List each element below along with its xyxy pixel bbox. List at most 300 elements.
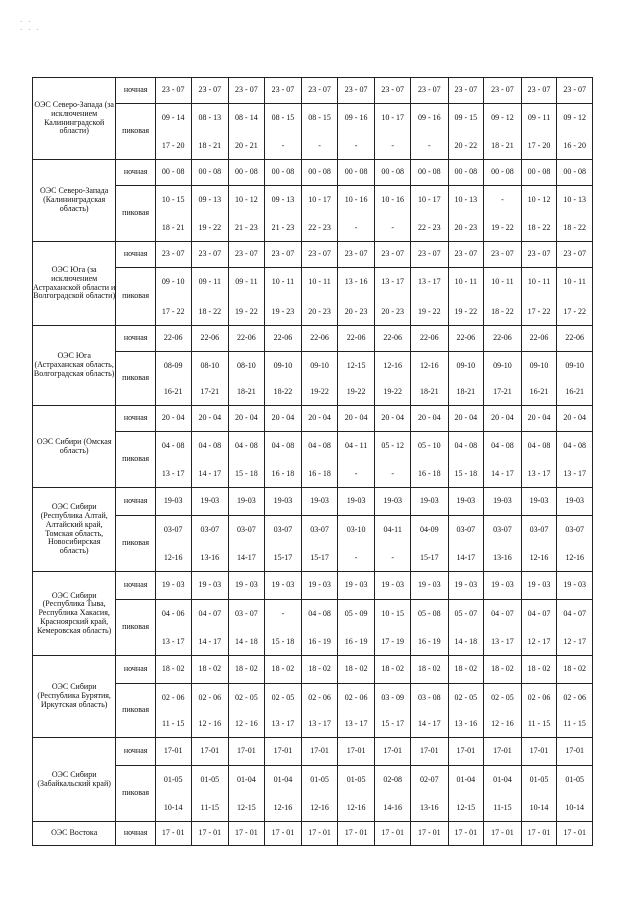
peak-hours-cell [448,516,484,572]
peak-hours-cell [484,268,522,326]
peak-hours-cell [155,766,191,822]
night-hours-cell: 00 - 08 [337,160,375,186]
peak-hours-cell [521,104,557,160]
peak-hours-cell [410,432,448,488]
peak-evening-hours: 13 - 17 [344,719,368,729]
peak-morning-hours: 02 - 06 [527,693,551,702]
night-hours-cell: 17-01 [557,738,593,766]
night-hours-cell: 19 - 03 [264,572,302,600]
peak-evening-hours: 18 - 21 [161,223,185,233]
peak-morning-hours: 02 - 05 [491,693,514,702]
peak-hours-cell [337,766,375,822]
night-hours-cell: 17-01 [229,738,265,766]
peak-hours-cell [337,684,375,738]
peak-morning-hours: 10 - 13 [454,195,478,204]
night-hours-cell: 20 - 04 [410,406,448,432]
peak-hours-cell [410,600,448,656]
peak-morning-hours: 10 - 11 [271,277,295,286]
night-hours-cell: 23 - 07 [155,78,191,104]
peak-morning-hours: 02 - 05 [235,693,258,702]
peak-hours-cell [229,600,265,656]
peak-morning-hours: 05 - 08 [417,609,441,618]
night-hours-cell: 20 - 04 [448,406,484,432]
peak-evening-hours: 17 - 22 [161,307,185,317]
peak-hours-cell [337,600,375,656]
peak-morning-hours: 01-04 [237,775,256,784]
night-hours-cell: 23 - 07 [337,242,375,268]
peak-morning-hours: 05 - 12 [381,441,405,450]
night-hours-cell: 18 - 02 [484,656,522,684]
night-hours-cell: 19 - 03 [229,572,265,600]
night-hours-cell: 17-01 [448,738,484,766]
peak-morning-hours: 05 - 09 [344,609,368,618]
night-zone-label: ночная [116,572,156,600]
peak-hours-cell [410,186,448,242]
night-hours-cell: 23 - 07 [302,78,338,104]
peak-hours-cell [521,684,557,738]
peak-evening-hours: 15 - 17 [381,719,405,729]
night-hours-cell: 23 - 07 [229,78,265,104]
peak-evening-hours: 17 - 19 [381,637,405,647]
night-zone-label: ночная [116,488,156,516]
night-hours-cell: 19 - 03 [337,572,375,600]
peak-evening-hours: 18 - 22 [198,307,222,317]
peak-morning-hours: 01-05 [529,775,549,784]
peak-hours-cell [375,268,411,326]
peak-morning-hours: 04-09 [419,525,439,534]
night-hours-cell: 00 - 08 [484,160,522,186]
peak-zone-label: пиковая [116,186,156,242]
night-hours-cell: 19 - 03 [375,572,411,600]
peak-evening-hours: 12-16 [273,803,293,813]
peak-morning-hours: 09 - 11 [527,113,551,122]
peak-morning-hours: 04-11 [383,525,402,534]
peak-hours-cell [155,684,191,738]
peak-hours-cell [191,684,229,738]
night-hours-cell: 23 - 07 [337,78,375,104]
peak-hours-cell [191,186,229,242]
peak-morning-hours: 03-07 [493,525,512,534]
peak-evening-hours: 12-16 [529,553,549,563]
night-hours-cell: 22-06 [375,326,411,352]
night-hours-cell: 22-06 [229,326,265,352]
peak-evening-hours: 16-21 [163,387,183,397]
peak-hours-cell [484,186,522,242]
peak-zone-label: пиковая [116,684,156,738]
peak-hours-cell [521,516,557,572]
night-hours-cell: 19 - 03 [302,572,338,600]
peak-morning-hours: 03-07 [456,525,476,534]
peak-evening-hours: 20 - 23 [454,223,478,233]
peak-morning-hours: 03-07 [200,525,220,534]
region-name: ОЭС Востока [33,822,116,846]
peak-morning-hours: 08 - 14 [235,113,258,122]
peak-evening-hours: 19 - 22 [417,307,441,317]
night-hours-cell: 18 - 02 [410,656,448,684]
peak-hours-cell [410,104,448,160]
peak-evening-hours: 13-16 [493,553,512,563]
peak-hours-cell [521,352,557,406]
peak-hours-cell [448,600,484,656]
peak-morning-hours: 04 - 08 [161,441,185,450]
peak-hours-cell [337,268,375,326]
peak-zone-label: пиковая [116,600,156,656]
peak-hours-cell [410,352,448,406]
region-name: ОЭС Северо-Запада (Калининградская область) [33,160,116,242]
region-name: ОЭС Сибири (Республика Тыва, Республика Хакасия, Красноярский край, Кемеровская область) [33,572,116,656]
peak-hours-cell [155,268,191,326]
peak-morning-hours: 10 - 11 [527,277,551,286]
peak-evening-hours: 17 - 20 [527,141,551,151]
peak-evening-hours: 15 - 18 [235,469,258,479]
peak-evening-hours: 18-22 [273,387,293,397]
night-hours-cell: 23 - 07 [155,242,191,268]
night-hours-cell: 23 - 07 [375,78,411,104]
peak-morning-hours: 08 - 13 [198,113,222,122]
night-zone-label: ночная [116,242,156,268]
peak-evening-hours: 21 - 23 [235,223,258,233]
peak-hours-cell [557,684,593,738]
peak-evening-hours: 16 - 20 [563,141,586,151]
peak-evening-hours: 18 - 22 [527,223,551,233]
peak-morning-hours: 02 - 05 [271,693,295,702]
night-hours-cell: 17 - 01 [229,822,265,846]
night-hours-cell: 19-03 [375,488,411,516]
night-hours-cell: 20 - 04 [264,406,302,432]
peak-hours-cell [375,684,411,738]
tariff-zone-schedule-table [32,77,593,846]
peak-morning-hours: 05 - 10 [417,441,441,450]
night-hours-cell: 22-06 [264,326,302,352]
peak-hours-cell [191,432,229,488]
peak-morning-hours: 01-05 [346,775,366,784]
peak-hours-cell [302,352,338,406]
peak-hours-cell [191,766,229,822]
night-hours-cell: 23 - 07 [410,78,448,104]
night-hours-cell: 17 - 01 [410,822,448,846]
peak-morning-hours: 09 - 11 [198,277,221,286]
peak-evening-hours: 18-21 [419,387,439,397]
peak-hours-cell [302,516,338,572]
peak-hours-cell [448,766,484,822]
peak-hours-cell [375,104,411,160]
peak-morning-hours: 09 - 13 [271,195,295,204]
peak-evening-hours: - [281,141,285,151]
night-hours-cell: 23 - 07 [484,242,522,268]
peak-morning-hours: 12-16 [383,361,403,370]
peak-evening-hours: 13 - 17 [161,637,185,647]
peak-evening-hours: 19 - 22 [198,223,222,233]
peak-evening-hours: 12 - 16 [235,719,258,729]
peak-morning-hours: 09 - 13 [198,195,222,204]
peak-evening-hours: 19 - 23 [271,307,295,317]
night-hours-cell: 17 - 01 [264,822,302,846]
peak-morning-hours: 12-15 [346,361,366,370]
peak-hours-cell [375,432,411,488]
peak-morning-hours: - [501,195,504,204]
night-zone-label: ночная [116,406,156,432]
night-hours-cell: 17-01 [521,738,557,766]
peak-morning-hours: 10 - 12 [235,195,258,204]
night-hours-cell: 23 - 07 [264,242,302,268]
night-hours-cell: 22-06 [484,326,522,352]
night-hours-cell: 17-01 [410,738,448,766]
peak-hours-cell [302,186,338,242]
night-hours-cell: 18 - 02 [448,656,484,684]
peak-morning-hours: 08-10 [200,361,220,370]
night-hours-cell: 23 - 07 [557,242,593,268]
peak-morning-hours: 09 - 14 [161,113,185,122]
scan-corner-marks: · · · · · [20,18,41,34]
night-hours-cell: 17-01 [337,738,375,766]
peak-evening-hours: 18 - 21 [198,141,222,151]
peak-evening-hours: 17 - 22 [527,307,551,317]
peak-hours-cell [448,268,484,326]
peak-evening-hours: 12-16 [565,553,584,563]
peak-morning-hours: 03-07 [529,525,549,534]
peak-morning-hours: 10 - 16 [381,195,405,204]
peak-hours-cell [521,186,557,242]
night-hours-cell: 19 - 03 [521,572,557,600]
night-hours-cell: 18 - 02 [155,656,191,684]
peak-hours-cell [557,600,593,656]
peak-evening-hours: 14 - 17 [198,469,222,479]
peak-evening-hours: - [391,469,395,479]
peak-morning-hours: 09-10 [529,361,549,370]
peak-hours-cell [229,352,265,406]
peak-hours-cell [557,186,593,242]
night-hours-cell: 00 - 08 [191,160,229,186]
night-hours-cell: 19-03 [264,488,302,516]
night-hours-cell: 23 - 07 [229,242,265,268]
peak-morning-hours: 08 - 15 [308,113,331,122]
night-hours-cell: 23 - 07 [191,242,229,268]
peak-morning-hours: 09-10 [310,361,329,370]
peak-morning-hours: 04 - 07 [491,609,514,618]
night-hours-cell: 19-03 [410,488,448,516]
peak-hours-cell [337,516,375,572]
peak-evening-hours: 16 - 18 [271,469,295,479]
peak-morning-hours: 04 - 08 [308,609,331,618]
peak-morning-hours: 02 - 06 [344,693,368,702]
peak-evening-hours: 14 - 17 [491,469,514,479]
peak-evening-hours: 16-21 [565,387,584,397]
peak-evening-hours: 13 - 17 [527,469,551,479]
peak-morning-hours: 03 - 07 [235,609,258,618]
region-name: ОЭС Северо-Запада (за исключением Калининградской области) [33,78,116,160]
peak-hours-cell [521,600,557,656]
peak-hours-cell [521,268,557,326]
peak-evening-hours: 15-17 [419,553,439,563]
peak-morning-hours: 04 - 08 [491,441,514,450]
night-hours-cell: 23 - 07 [448,242,484,268]
peak-evening-hours: 16 - 18 [308,469,331,479]
peak-evening-hours: 17-21 [493,387,512,397]
peak-zone-label: пиковая [116,268,156,326]
night-hours-cell: 20 - 04 [557,406,593,432]
night-hours-cell: 18 - 02 [229,656,265,684]
peak-hours-cell [229,268,265,326]
night-hours-cell: 00 - 08 [302,160,338,186]
peak-morning-hours: 09-10 [456,361,476,370]
region-name: ОЭС Юга (за исключением Астраханской области и Волгоградской области) [33,242,116,326]
peak-morning-hours: 10 - 13 [563,195,586,204]
peak-morning-hours: 01-05 [310,775,329,784]
peak-evening-hours: 15 - 18 [271,637,295,647]
peak-evening-hours: 11 - 15 [563,719,586,729]
peak-hours-cell [410,766,448,822]
peak-evening-hours: 10-14 [163,803,183,813]
peak-zone-label: пиковая [116,104,156,160]
peak-hours-cell [264,516,302,572]
peak-hours-cell [264,600,302,656]
peak-hours-cell [229,186,265,242]
peak-morning-hours: 10 - 11 [563,277,586,286]
peak-morning-hours: 10 - 17 [308,195,331,204]
night-hours-cell: 23 - 07 [410,242,448,268]
night-hours-cell: 20 - 04 [375,406,411,432]
night-hours-cell: 23 - 07 [484,78,522,104]
peak-morning-hours: 09-10 [493,361,512,370]
peak-hours-cell [191,516,229,572]
peak-hours-cell [375,766,411,822]
peak-morning-hours: 04 - 07 [198,609,222,618]
peak-hours-cell [302,104,338,160]
peak-evening-hours: 10-14 [565,803,584,813]
night-hours-cell: 23 - 07 [521,78,557,104]
peak-evening-hours: 12-15 [456,803,476,813]
peak-hours-cell [155,516,191,572]
peak-hours-cell [155,600,191,656]
peak-hours-cell [484,432,522,488]
peak-evening-hours: 14-17 [456,553,476,563]
peak-hours-cell [337,104,375,160]
peak-evening-hours: 11-15 [200,803,219,813]
night-hours-cell: 17-01 [375,738,411,766]
peak-hours-cell [557,104,593,160]
night-hours-cell: 18 - 02 [557,656,593,684]
night-hours-cell: 00 - 08 [410,160,448,186]
night-hours-cell: 18 - 02 [521,656,557,684]
peak-hours-cell [521,432,557,488]
peak-morning-hours: 10 - 17 [417,195,441,204]
peak-hours-cell [264,268,302,326]
peak-morning-hours: 04 - 08 [308,441,331,450]
peak-hours-cell [557,766,593,822]
peak-evening-hours: 14 - 18 [235,637,258,647]
peak-morning-hours: 13 - 17 [417,277,441,286]
peak-evening-hours: 13 - 16 [454,719,478,729]
peak-evening-hours: - [354,469,358,479]
night-hours-cell: 22-06 [410,326,448,352]
peak-morning-hours: 09 - 16 [344,113,368,122]
peak-hours-cell [375,600,411,656]
night-hours-cell: 19-03 [302,488,338,516]
peak-hours-cell [557,432,593,488]
peak-morning-hours: 10 - 15 [161,195,185,204]
peak-morning-hours: 10 - 16 [344,195,368,204]
night-zone-label: ночная [116,656,156,684]
peak-hours-cell [337,352,375,406]
peak-zone-label: пиковая [116,516,156,572]
night-hours-cell: 19-03 [191,488,229,516]
peak-evening-hours: 14-16 [383,803,403,813]
night-hours-cell: 23 - 07 [375,242,411,268]
peak-morning-hours: 09-10 [565,361,584,370]
night-hours-cell: 17-01 [155,738,191,766]
peak-morning-hours: 04 - 07 [527,609,551,618]
peak-evening-hours: 19-22 [346,387,366,397]
peak-evening-hours: - [391,141,395,151]
peak-hours-cell [448,104,484,160]
peak-morning-hours: 03 - 09 [381,693,405,702]
night-hours-cell: 00 - 08 [448,160,484,186]
peak-morning-hours: 13 - 17 [381,277,405,286]
night-hours-cell: 17 - 01 [557,822,593,846]
peak-morning-hours: 04 - 07 [563,609,586,618]
peak-hours-cell [375,352,411,406]
peak-morning-hours: 03-10 [346,525,366,534]
peak-hours-cell [410,268,448,326]
peak-morning-hours: 02-08 [383,775,403,784]
peak-evening-hours: 14 - 17 [417,719,441,729]
peak-evening-hours: 12-16 [310,803,329,813]
night-hours-cell: 17-01 [302,738,338,766]
peak-morning-hours: 10 - 11 [308,277,331,286]
peak-hours-cell [229,516,265,572]
night-hours-cell: 00 - 08 [521,160,557,186]
region-name: ОЭС Сибири (Республика Алтай, Алтайский край, Томская область, Новосибирская область) [33,488,116,572]
night-hours-cell: 19 - 03 [557,572,593,600]
peak-evening-hours: 13 - 17 [491,637,514,647]
peak-morning-hours: 10 - 12 [527,195,551,204]
peak-morning-hours: 01-04 [273,775,293,784]
peak-hours-cell [337,432,375,488]
night-hours-cell: 22-06 [521,326,557,352]
peak-morning-hours: 01-05 [565,775,584,784]
night-hours-cell: 20 - 04 [521,406,557,432]
night-hours-cell: 19-03 [448,488,484,516]
night-hours-cell: 17-01 [264,738,302,766]
peak-morning-hours: 01-04 [493,775,512,784]
peak-morning-hours: 02-07 [419,775,439,784]
peak-evening-hours: - [427,141,431,151]
peak-hours-cell [191,268,229,326]
peak-evening-hours: 12-16 [346,803,366,813]
peak-morning-hours: 04 - 08 [198,441,222,450]
peak-hours-cell [337,186,375,242]
peak-morning-hours: 02 - 06 [563,693,586,702]
peak-morning-hours: 09 - 16 [417,113,441,122]
peak-hours-cell [191,600,229,656]
peak-morning-hours: 04 - 11 [344,441,368,450]
night-hours-cell: 19 - 03 [484,572,522,600]
night-hours-cell: 18 - 02 [264,656,302,684]
night-hours-cell: 17 - 01 [302,822,338,846]
peak-evening-hours: - [354,223,358,233]
peak-hours-cell [155,352,191,406]
peak-evening-hours: 21 - 23 [271,223,295,233]
peak-morning-hours: 01-04 [456,775,476,784]
peak-morning-hours: 10 - 11 [491,277,514,286]
peak-zone-label: пиковая [116,766,156,822]
peak-hours-cell [410,684,448,738]
peak-hours-cell [375,516,411,572]
night-hours-cell: 17 - 01 [521,822,557,846]
peak-evening-hours: 20 - 23 [381,307,405,317]
peak-hours-cell [410,516,448,572]
peak-evening-hours: 10-14 [529,803,549,813]
